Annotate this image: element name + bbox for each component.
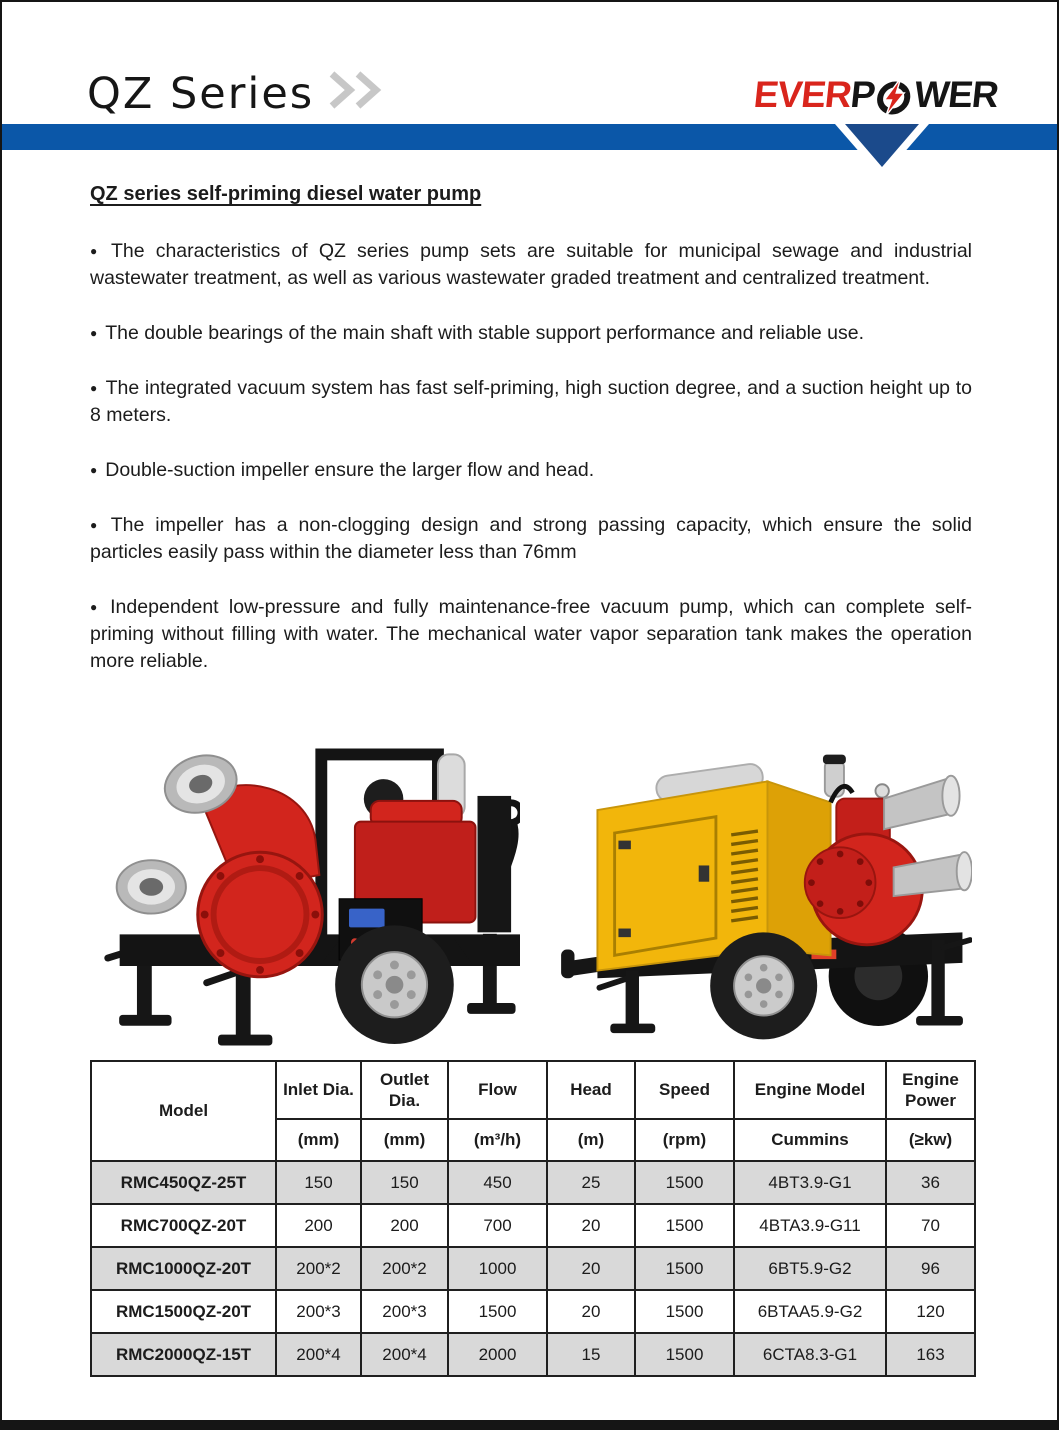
- cell-model: RMC1500QZ-20T: [91, 1290, 276, 1333]
- feature-bullet: [90, 375, 972, 429]
- spec-table: [90, 1060, 976, 1377]
- col-header-engine-model: Engine Model: [734, 1061, 886, 1119]
- col-header-flow: Flow: [448, 1061, 547, 1119]
- series-title: QZ Series: [87, 68, 315, 119]
- cell-inlet: 200*2: [276, 1247, 361, 1290]
- table-row: [91, 1247, 975, 1290]
- bullet-dot-icon: ●: [90, 463, 98, 477]
- cell-head: 20: [547, 1290, 635, 1333]
- cell-speed: 1500: [635, 1290, 734, 1333]
- cell-engine-power: 163: [886, 1333, 975, 1376]
- feature-text: The characteristics of QZ series pump sets are suitable for municipal sewage and industrial wastewater treatment, as well as various wastewater graded treatment and centralized treatment.: [90, 240, 973, 289]
- feature-text: The double bearings of the main shaft with stable support performance and reliable use.: [105, 322, 865, 344]
- bullet-dot-icon: ●: [90, 244, 103, 258]
- table-row: [91, 1161, 975, 1204]
- double-chevron-icon: [328, 68, 390, 123]
- cell-engine-power: 36: [886, 1161, 975, 1204]
- table-header-row: [91, 1061, 975, 1119]
- cell-model: RMC2000QZ-15T: [91, 1333, 276, 1376]
- unit-engine-model: Cummins: [734, 1119, 886, 1161]
- product-photos: [90, 703, 972, 1048]
- unit-inlet: (mm): [276, 1119, 361, 1161]
- cell-engine-model: 6CTA8.3-G1: [734, 1333, 886, 1376]
- cell-engine-model: 6BT5.9-G2: [734, 1247, 886, 1290]
- logo-text-wer: WER: [912, 74, 1000, 115]
- unit-head: (m): [547, 1119, 635, 1161]
- feature-bullet: [90, 512, 972, 566]
- table-row: [91, 1204, 975, 1247]
- cell-engine-model: 4BT3.9-G1: [734, 1161, 886, 1204]
- col-header-outlet: Outlet Dia.: [361, 1061, 448, 1119]
- feature-bullet: [90, 320, 972, 347]
- col-header-speed: Speed: [635, 1061, 734, 1119]
- col-header-inlet: Inlet Dia.: [276, 1061, 361, 1119]
- cell-inlet: 200*3: [276, 1290, 361, 1333]
- cell-speed: 1500: [635, 1247, 734, 1290]
- cell-flow: 1000: [448, 1247, 547, 1290]
- cell-flow: 700: [448, 1204, 547, 1247]
- bullet-dot-icon: ●: [90, 326, 98, 340]
- cell-speed: 1500: [635, 1204, 734, 1247]
- logo-bolt-o-icon: [873, 76, 915, 114]
- cell-head: 20: [547, 1247, 635, 1290]
- cell-model: RMC450QZ-25T: [91, 1161, 276, 1204]
- table-row: [91, 1290, 975, 1333]
- bullet-dot-icon: ●: [90, 518, 103, 532]
- unit-outlet: (mm): [361, 1119, 448, 1161]
- cell-engine-model: 4BTA3.9-G11: [734, 1204, 886, 1247]
- feature-bullet: [90, 457, 972, 484]
- cell-model: RMC700QZ-20T: [91, 1204, 276, 1247]
- cell-head: 15: [547, 1333, 635, 1376]
- feature-text: The impeller has a non-clogging design and strong passing capacity, which ensure the solid particles easily pass within the diameter less than 76mm: [90, 514, 973, 563]
- red-pump-photo: [90, 703, 520, 1048]
- unit-speed: (rpm): [635, 1119, 734, 1161]
- cell-engine-power: 120: [886, 1290, 975, 1333]
- bullet-dot-icon: ●: [90, 381, 98, 395]
- cell-outlet: 200*2: [361, 1247, 448, 1290]
- col-header-head: Head: [547, 1061, 635, 1119]
- feature-text: Independent low-pressure and fully maintenance-free vacuum pump, which can complete self-priming without filling with water. The mechanical water vapor separation tank makes the operation more reliable.: [90, 596, 972, 672]
- logo-text-ever: EVER: [751, 74, 853, 115]
- col-header-engine-power: Engine Power: [886, 1061, 975, 1119]
- cell-speed: 1500: [635, 1333, 734, 1376]
- feature-bullet: [90, 238, 972, 292]
- everpower-logo: [752, 74, 1000, 116]
- cell-flow: 450: [448, 1161, 547, 1204]
- feature-text: The integrated vacuum system has fast self-priming, high suction degree, and a suction height up to 8 meters.: [90, 377, 972, 426]
- logo-text-p: P: [848, 74, 877, 115]
- col-header-model: Model: [91, 1061, 276, 1161]
- cell-engine-model: 6BTAA5.9-G2: [734, 1290, 886, 1333]
- cell-flow: 1500: [448, 1290, 547, 1333]
- cell-inlet: 200: [276, 1204, 361, 1247]
- series-heading: [87, 64, 390, 123]
- cell-flow: 2000: [448, 1333, 547, 1376]
- table-row: [91, 1333, 975, 1376]
- cell-engine-power: 70: [886, 1204, 975, 1247]
- cell-head: 20: [547, 1204, 635, 1247]
- unit-flow: (m³/h): [448, 1119, 547, 1161]
- cell-engine-power: 96: [886, 1247, 975, 1290]
- document-body: [90, 183, 972, 1377]
- cell-inlet: 150: [276, 1161, 361, 1204]
- cell-outlet: 200: [361, 1204, 448, 1247]
- feature-text: Double-suction impeller ensure the larger flow and head.: [105, 459, 595, 481]
- logo-notch-triangle: [835, 124, 929, 182]
- cell-head: 25: [547, 1161, 635, 1204]
- feature-bullet: [90, 594, 972, 675]
- cell-inlet: 200*4: [276, 1333, 361, 1376]
- cell-outlet: 200*3: [361, 1290, 448, 1333]
- cell-model: RMC1000QZ-20T: [91, 1247, 276, 1290]
- cell-outlet: 150: [361, 1161, 448, 1204]
- document-title: QZ series self-priming diesel water pump: [90, 183, 482, 205]
- cell-outlet: 200*4: [361, 1333, 448, 1376]
- bullet-dot-icon: ●: [90, 600, 103, 614]
- cell-speed: 1500: [635, 1161, 734, 1204]
- yellow-canopy-pump-photo: [542, 703, 972, 1048]
- unit-engine-power: (≥kw): [886, 1119, 975, 1161]
